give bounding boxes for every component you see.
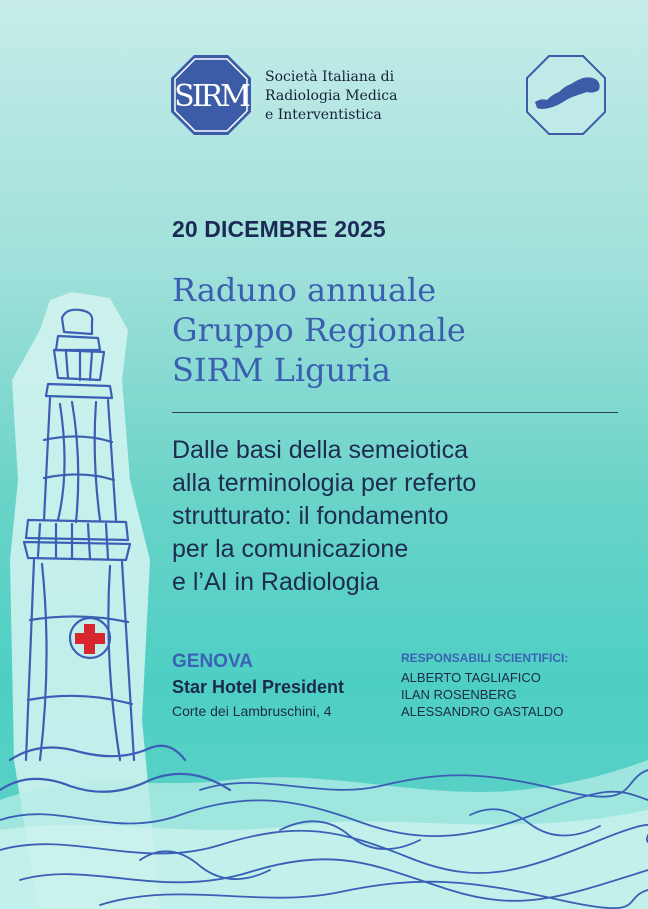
svg-text:SIRM: SIRM (174, 79, 248, 114)
liguria-map-icon (525, 54, 607, 136)
scientific-heading: RESPONSABILI SCIENTIFICI: (401, 651, 569, 665)
venue-address: Corte dei Lambruschini, 4 (172, 703, 332, 719)
divider (172, 412, 618, 413)
event-subtitle: Dalle basi della semeiotica alla terminologia per referto strutturato: il fondamento per la comunicazione e l’AI in Radiologia (172, 436, 477, 596)
venue-city: GENOVA (172, 651, 253, 672)
organization-name: Società Italiana di Radiologia Medica e Interventistica (265, 69, 398, 123)
scientific-names (401, 669, 563, 720)
list-item: ILAN ROSENBERG (401, 687, 517, 702)
list-item: ALESSANDRO GASTALDO (401, 704, 564, 719)
event-title: Raduno annuale Gruppo Regionale SIRM Liguria (172, 271, 466, 389)
venue-hotel: Star Hotel President (172, 677, 345, 697)
event-date: 20 DICEMBRE 2025 (172, 216, 386, 242)
list-item: ALBERTO TAGLIAFICO (401, 670, 541, 685)
sirm-logo-icon (170, 54, 252, 136)
